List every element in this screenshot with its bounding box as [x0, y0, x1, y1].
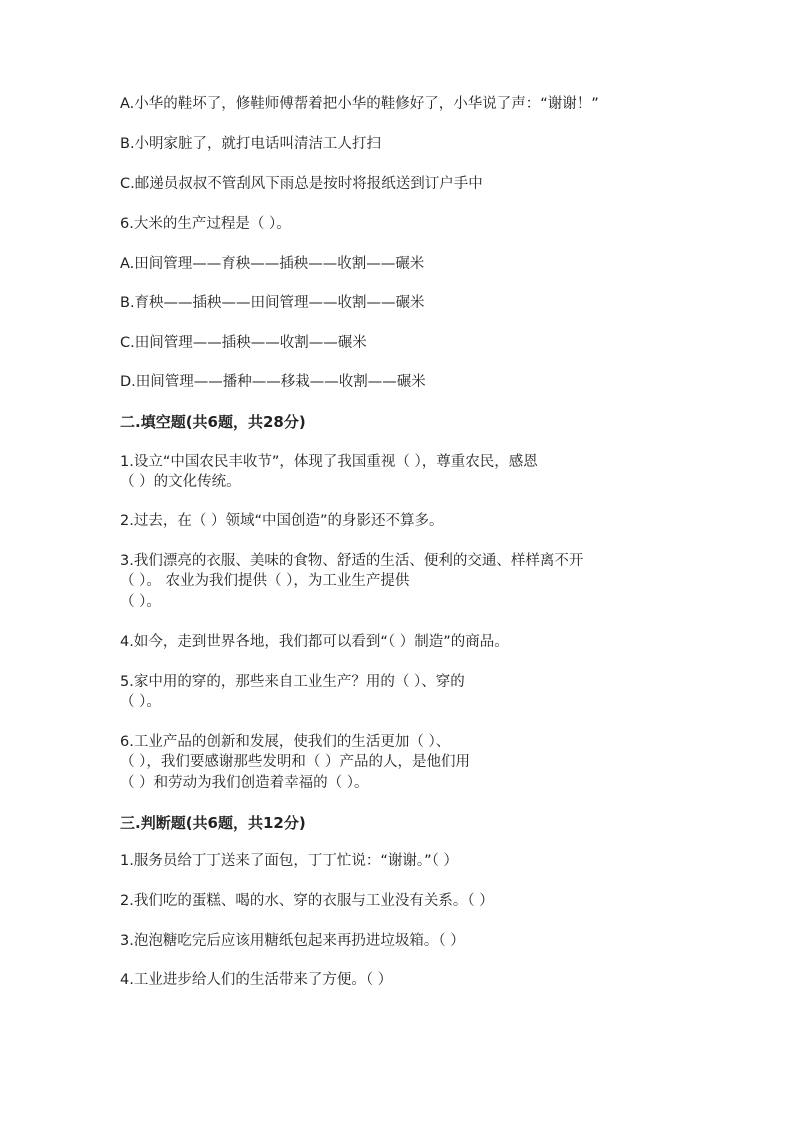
judge-q3: 3.泡泡糖吃完后应该用糖纸包起来再扔进垃圾箱。（ ） [120, 933, 465, 949]
fill-q2: 2.过去，在（ ）领域“中国创造”的身影还不算多。 [120, 513, 444, 529]
fill-q1-line1: 1.设立“中国农民丰收节”，体现了我国重视（ ），尊重农民，感恩 [120, 454, 538, 470]
fill-q5-line1: 5.家中用的穿的，那些来自工业生产？用的（ ）、穿的 [120, 674, 465, 690]
fill-q6-line1: 6.工业产品的创新和发展，使我们的生活更加（ ）、 [120, 734, 451, 750]
q6-option-c: C.田间管理——插秧——收割——碾米 [120, 335, 367, 351]
fill-q6-line3: （ ）和劳动为我们创造着幸福的（ ）。 [120, 775, 369, 791]
judge-q1: 1.服务员给丁丁送来了面包，丁丁忙说：“谢谢。”（ ） [120, 853, 458, 869]
q6-option-d: D.田间管理——播种——移栽——收割——碾米 [120, 374, 426, 390]
q6-option-a: A.田间管理——育秧——插秧——收割——碾米 [120, 256, 425, 272]
fill-q3-line2: （ ）。 农业为我们提供（ ），为工业生产提供 [120, 573, 410, 589]
q5-option-b: B.小明家脏了，就打电话叫清洁工人打扫 [120, 136, 382, 152]
q5-option-a: A.小华的鞋坏了，修鞋师傅帮着把小华的鞋修好了，小华说了声：“谢谢！” [120, 96, 599, 112]
fill-q3-line1: 3.我们漂亮的衣服、美味的食物、舒适的生活、便利的交通、样样离不开 [120, 553, 584, 569]
q6-stem: 6.大米的生产过程是（ ）。 [120, 216, 291, 232]
section3-title: 三.判断题(共6题，共12分) [120, 814, 306, 832]
fill-q6-line2: （ ），我们要感谢那些发明和（ ）产品的人，是他们用 [120, 754, 470, 770]
q5-option-c: C.邮递员叔叔不管刮风下雨总是按时将报纸送到订户手中 [120, 176, 483, 192]
fill-q3-line3: （ ）。 [120, 594, 161, 610]
judge-q2: 2.我们吃的蛋糕、喝的水、穿的衣服与工业没有关系。（ ） [120, 893, 494, 909]
q6-option-b: B.育秧——插秧——田间管理——收割——碾米 [120, 295, 425, 311]
fill-q5-line2: （ ）。 [120, 694, 161, 710]
fill-q1-line2: （ ）的文化传统。 [120, 474, 241, 490]
judge-q4: 4.工业进步给人们的生活带来了方便。（ ） [120, 972, 393, 988]
section2-title: 二.填空题(共6题，共28分) [120, 413, 306, 431]
fill-q4: 4.如今，走到世界各地，我们都可以看到“（ ）制造”的商品。 [120, 634, 509, 650]
